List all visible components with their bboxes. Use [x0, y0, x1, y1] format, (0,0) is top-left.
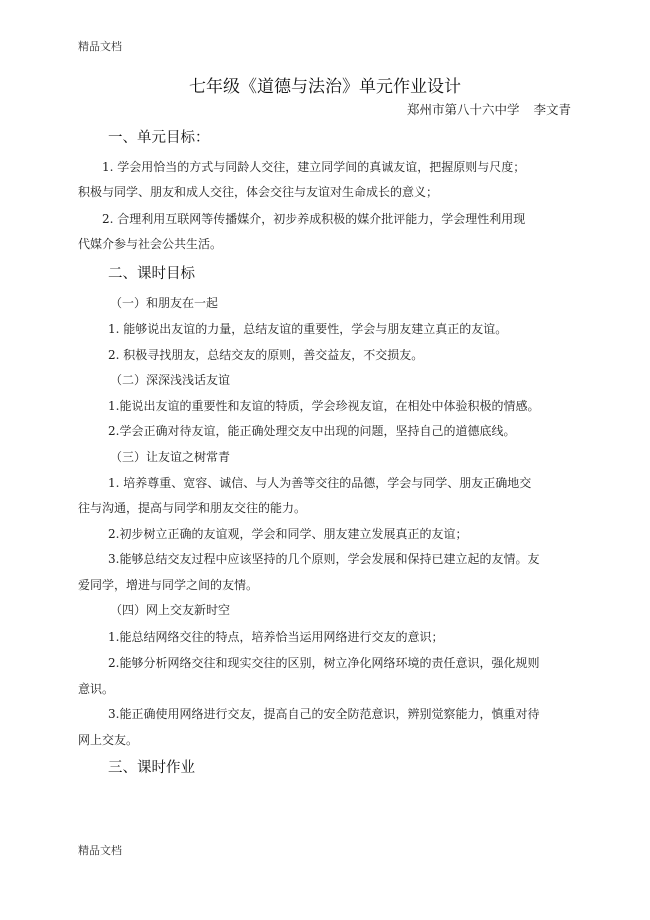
list-item: 1. 能够说出友谊的力量，总结友谊的重要性，学会与朋友建立真正的友谊。: [108, 322, 508, 336]
list-item: 3.能正确使用网络进行交友，提高自己的安全防范意识，辨别觉察能力，慎重对待: [108, 707, 540, 721]
list-item-continuation: 网上交友。: [78, 733, 139, 747]
lesson-title: （四）网上交友新时空: [110, 603, 231, 617]
list-item-continuation: 意识。: [78, 682, 115, 696]
section-heading-lesson-homework: 三、课时作业: [108, 760, 195, 776]
section-heading-unit-goals: 一、单元目标：: [108, 130, 210, 146]
document-title: 七年级《道德与法治》单元作业设计: [189, 77, 461, 97]
page-header-label: 精品文档: [78, 40, 122, 53]
paragraph-line: 代媒介参与社会公共生活。: [78, 237, 223, 251]
page-footer-label: 精品文档: [78, 844, 122, 857]
list-item: 1.能说出友谊的重要性和友谊的特质，学会珍视友谊，在相处中体验积极的情感。: [108, 399, 540, 413]
lesson-title: （二）深深浅浅话友谊: [110, 373, 231, 387]
list-item: 3.能够总结交友过程中应该坚持的几个原则，学会发展和保持已建立起的友情。友: [108, 552, 540, 566]
lesson-title: （三）让友谊之树常青: [110, 450, 231, 464]
section-heading-lesson-goals: 二、课时目标: [108, 266, 195, 282]
list-item: 1.能总结网络交往的特点，培养恰当运用网络进行交友的意识；: [108, 630, 444, 644]
list-item: 1. 培养尊重、宽容、诚信、与人为善等交往的品德，学会与同学、朋友正确地交: [108, 476, 532, 490]
list-item: 2.学会正确对待友谊，能正确处理交友中出现的问题，坚持自己的道德底线。: [108, 424, 516, 438]
list-item-continuation: 往与沟通，提高与同学和朋友交往的能力。: [78, 501, 307, 515]
paragraph-line: 1. 学会用恰当的方式与同龄人交往，建立同学间的真诚友谊，把握原则与尺度；: [102, 160, 526, 174]
list-item: 2.能够分析网络交往和现实交往的区别，树立净化网络环境的责任意识，强化规则: [108, 656, 540, 670]
list-item: 2.初步树立正确的友谊观，学会和同学、朋友建立发展真正的友谊；: [108, 527, 468, 541]
author-line: [407, 100, 571, 118]
author-name: 李文青: [533, 102, 571, 117]
paragraph-line: 积极与同学、朋友和成人交往，体会交往与友谊对生命成长的意义；: [78, 185, 439, 199]
list-item-continuation: 爱同学，增进与同学之间的友情。: [78, 578, 259, 592]
author-school: 郑州市第八十六中学: [406, 102, 520, 117]
list-item: 2. 积极寻找朋友，总结交友的原则，善交益友，不交损友。: [108, 348, 424, 362]
lesson-title: （一）和朋友在一起: [110, 296, 219, 310]
paragraph-line: 2. 合理利用互联网等传播媒介，初步养成积极的媒介批评能力，学会理性利用现: [102, 212, 526, 226]
